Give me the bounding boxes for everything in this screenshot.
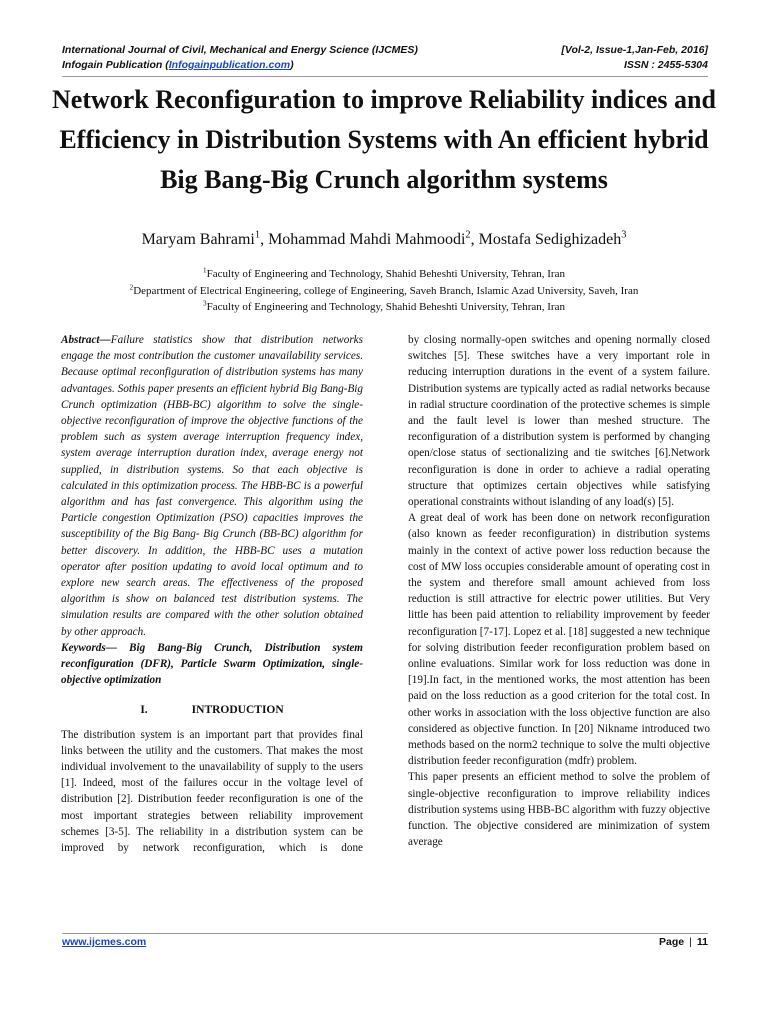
body-paragraph: A great deal of work has been done on network reconfiguration (also known as feeder reconfiguration) in distribution systems mainly in the context of active power loss reduction because the cost of MW loss occupies considerable amount of operating cost in the system and therefore small amount achieved from loss reduction is still attractive for electric power utilities. But Very little has been paid attention to reliability improvement by feeder reconfiguration [7-17]. Lopez et al. [18] suggested a new technique for solving distribution feeder reconfiguration problem based on online evaluations. Similar work for loss reduction was done in [19].In fact, in the mentioned works, the most attention has been paid on the loss reduction as a good criterion for the total cost. In other works in association with the loss objective function are also considered as objective function. In [20] Nikname introduced two methods based on the norm2 technique to solve the multi objective distribution feeder reconfiguration (mdfr) problem. bbox=[408, 512, 710, 768]
paper-title: Network Reconfiguration to improve Reliability indices and Efficiency in Distribution Systems with An efficient hybrid Big Bang-Big Crunch algorithm systems bbox=[52, 85, 716, 194]
volume-issue: [Vol-2, Issue-1,Jan-Feb, 2016] bbox=[561, 44, 708, 56]
body-paragraph: by closing normally-open switches and opening normally closed switches [5]. These switches have a very important role in reducing interruption durations in the event of a system failure. Distribution systems are typically acted as radial networks because in radial structure coordination of the protective schemes is simple and the fault level is lower than meshed structure. The reconfiguration of a distribution system is performed by changing open/close status of sectionalizing and tie switches [6].Network reconfiguration is done in order to achieve a radial operating structure that optimizes certain objectives while satisfying operational constraints without islanding of any load(s) [5]. bbox=[408, 334, 710, 509]
author: Mostafa Sedighizadeh$^3$ bbox=[478, 229, 627, 248]
keywords: Keywords— Big Bang-Big Crunch, Distribution system reconfiguration (DFR), Particle Swarm Optimization, single-objective optimization bbox=[61, 641, 363, 687]
section-heading bbox=[61, 702, 363, 718]
footer-divider bbox=[62, 933, 708, 934]
affiliation: $^2$Department of Electrical Engineering, college of Engineering, Saveh Branch, Islamic Azad University, Saveh, Iran bbox=[129, 282, 639, 297]
author-list bbox=[40, 229, 728, 251]
journal-name: International Journal of Civil, Mechanical and Energy Science (IJCMES) bbox=[62, 44, 418, 56]
body-paragraph: This paper presents an efficient method to solve the problem of single-objective reconfiguration to improve reliability indices distribution systems using HBB-BC algorithm with fuzzy objective function. The objective considered are minimization of system average bbox=[408, 771, 710, 849]
publisher-link[interactable]: Infogainpublication.com bbox=[168, 59, 291, 71]
affiliation-list bbox=[40, 266, 728, 316]
abstract-text: Failure statistics show that distribution networks engage the most contribution the customer unavailability services. Because optimal reconfiguration of distribution systems has many advantages. Sothis paper presents an efficient hybrid Big Bang-Big Crunch optimization (HBB-BC) algorithm to solve the single-objective reconfiguration of improve the objective functions of the problem such as system average interruption frequency index, system average interruption duration index, average energy not supplied, in distribution systems. So that each objective is calculated in this optimization process. The HBB-BC is a powerful algorithm and has fast convergence. This algorithm using the Particle congestion Optimization (PSO) capacities improves the susceptibility of the Big Bang- Big Crunch (BB-BC) algorithm for better discovery. In addition, the HBB-BC uses a mutation operator after position updating to avoid local optimum and to explore new search areas. The effectiveness of the proposed algorithm is show on balanced test distribution systems. The simulation results are compared with the other solution obtained by other approach. bbox=[61, 334, 363, 638]
left-column bbox=[61, 332, 363, 856]
author: Mohammad Mahdi Mahmoodi$^2$, bbox=[268, 229, 479, 248]
author: Maryam Bahrami$^1$, bbox=[141, 229, 269, 248]
website-link[interactable]: www.ijcmes.com bbox=[62, 936, 147, 948]
affiliation: $^1$Faculty of Engineering and Technology, Shahid Beheshti University, Tehran, Iran bbox=[203, 266, 565, 280]
page-number: Page | 11 bbox=[659, 936, 708, 948]
header-divider bbox=[62, 76, 708, 77]
intro-paragraph: The distribution system is an important part that provides final links between the utility and the customers. That makes the most individual involvement to the unavailability of supply to the users [1]. Indeed, most of the failures occur in the voltage level of distribution [2]. Distribution feeder reconfiguration is one of the most important strategies between reliability improvement schemes [3-5]. The reliability in a distribution system can be improved by network reconfiguration, which is done bbox=[61, 728, 363, 855]
affiliation: $^3$Faculty of Engineering and Technology, Shahid Beheshti University, Tehran, Iran bbox=[203, 299, 565, 313]
page-footer bbox=[62, 936, 708, 948]
running-header bbox=[62, 43, 708, 73]
publisher: Infogain Publication (Infogainpublication.com) bbox=[62, 59, 294, 71]
abstract bbox=[61, 332, 363, 640]
section-number: I. bbox=[140, 704, 148, 717]
abstract-label: Abstract— bbox=[61, 334, 111, 346]
section-title: INTRODUCTION bbox=[191, 704, 284, 717]
right-column bbox=[408, 332, 710, 851]
issn: ISSN : 2455-5304 bbox=[623, 59, 708, 71]
